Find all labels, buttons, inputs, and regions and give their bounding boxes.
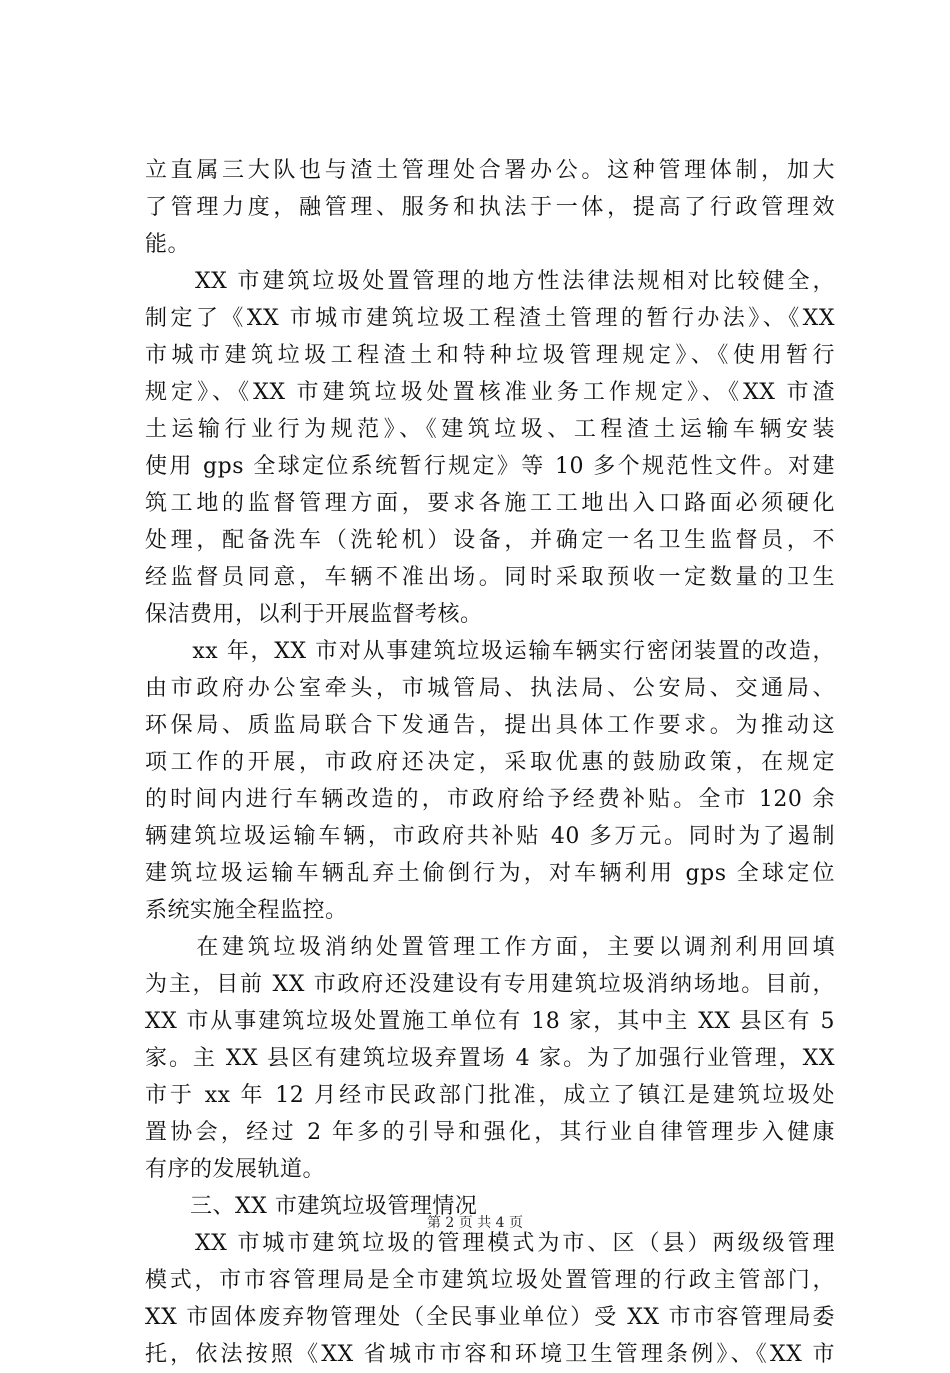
text-line: 经监督员同意，车辆不准出场。同时采取预收一定数量的卫生 <box>145 565 835 590</box>
text-line: 的时间内进行车辆改造的，市政府给予经费补贴。全市 120 余 <box>145 787 835 812</box>
text-line: 辆建筑垃圾运输车辆，市政府共补贴 40 多万元。同时为了遏制 <box>145 824 835 849</box>
text-line: xx 年，XX 市对从事建筑垃圾运输车辆实行密闭装置的改造， <box>145 639 835 664</box>
text-line: 市城市建筑垃圾工程渣土和特种垃圾管理规定》、《使用暂行 <box>145 343 835 368</box>
text-line: 项工作的开展，市政府还决定，采取优惠的鼓励政策，在规定 <box>145 750 835 775</box>
text-line: 家。主 XX 县区有建筑垃圾弃置场 4 家。为了加强行业管理，XX <box>145 1046 835 1071</box>
text-line: XX 市固体废弃物管理处（全民事业单位）受 XX 市市容管理局委 <box>145 1305 835 1330</box>
text-line: 筑工地的监督管理方面，要求各施工工地出入口路面必须硬化 <box>145 491 835 516</box>
text-line: 有序的发展轨道。 <box>145 1157 326 1182</box>
text-line: 处理，配备洗车（洗轮机）设备，并确定一名卫生监督员，不 <box>145 528 835 553</box>
text-line: 能。 <box>145 232 191 257</box>
text-line: 规定》、《XX 市建筑垃圾处置核准业务工作规定》、《XX 市渣 <box>145 380 835 405</box>
text-line: 使用 gps 全球定位系统暂行规定》等 10 多个规范性文件。对建 <box>145 454 835 479</box>
text-line: 在建筑垃圾消纳处置管理工作方面，主要以调剂利用回填 <box>145 935 835 960</box>
text-line: 立直属三大队也与渣土管理处合署办公。这种管理体制，加大 <box>145 158 835 183</box>
text-line: 市于 xx 年 12 月经市民政部门批准，成立了镇江是建筑垃圾处 <box>145 1083 835 1108</box>
document-body <box>145 152 835 1373</box>
text-line: 由市政府办公室牵头，市城管局、执法局、公安局、交通局、 <box>145 676 835 701</box>
text-line: 保洁费用，以利于开展监督考核。 <box>145 602 483 627</box>
text-line: 三、XX 市建筑垃圾管理情况 <box>145 1194 478 1219</box>
text-line: XX 市建筑垃圾处置管理的地方性法律法规相对比较健全， <box>145 269 835 294</box>
text-line: 了管理力度，融管理、服务和执法于一体，提高了行政管理效 <box>145 195 835 220</box>
text-line: 环保局、质监局联合下发通告，提出具体工作要求。为推动这 <box>145 713 835 738</box>
text-line: 模式，市市容管理局是全市建筑垃圾处置管理的行政主管部门， <box>145 1268 835 1293</box>
text-line: XX 市从事建筑垃圾处置施工单位有 18 家，其中主 XX 县区有 5 <box>145 1009 835 1034</box>
page-footer: 第 2 页 共 4 页 <box>426 1215 524 1231</box>
text-line: 为主，目前 XX 市政府还没建设有专用建筑垃圾消纳场地。目前， <box>145 972 835 997</box>
text-line: 系统实施全程监控。 <box>145 898 348 923</box>
text-line: 建筑垃圾运输车辆乱弃土偷倒行为，对车辆利用 gps 全球定位 <box>145 861 835 886</box>
text-line: 制定了《XX 市城市建筑垃圾工程渣土管理的暂行办法》、《XX <box>145 306 835 331</box>
text-line: 托，依法按照《XX 省城市市容和环境卫生管理条例》、《XX 市 <box>145 1342 835 1367</box>
text-line: 土运输行业行为规范》、《建筑垃圾、工程渣土运输车辆安装 <box>145 417 835 442</box>
text-line: 置协会，经过 2 年多的引导和强化，其行业自律管理步入健康 <box>145 1120 835 1145</box>
text-line: XX 市城市建筑垃圾的管理模式为市、区（县）两级级管理 <box>145 1231 835 1256</box>
